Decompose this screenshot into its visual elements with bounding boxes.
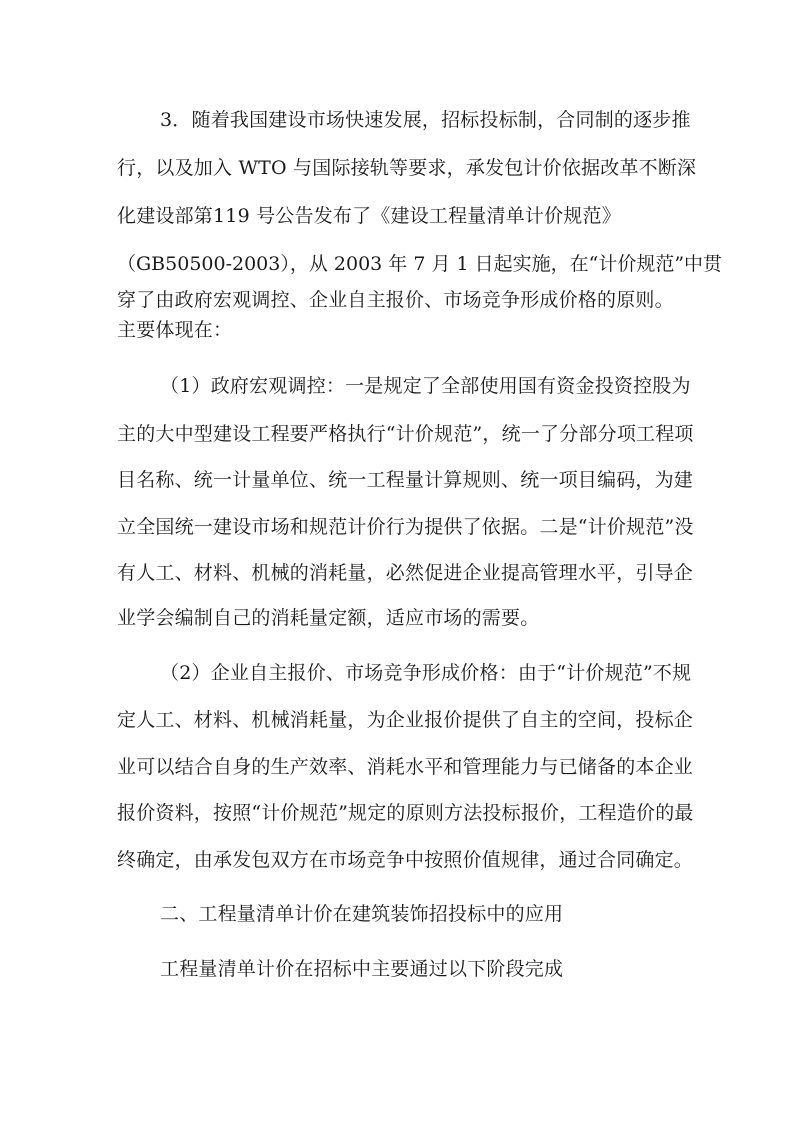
paragraph-gov-line-1: （1）政府宏观调控：一是规定了全部使用国有资金投资控股为 (160, 375, 691, 397)
paragraph-3-line-2: 行，以及加入 WTO 与国际接轨等要求，承发包计价依据改革不断深 (117, 157, 697, 179)
paragraph-3-line-4: （GB50500-2003），从 2003 年 7 月 1 日起实施，在“计价规范”中贯 (117, 253, 723, 275)
paragraph-3-line-6: 主要体现在： (117, 319, 233, 341)
paragraph-3-line-3: 化建设部第119 号公告发布了《建设工程量清单计价规范》 (117, 205, 621, 227)
paragraph-gov-line-5: 有人工、材料、机械的消耗量，必然促进企业提高管理水平，引导企 (117, 562, 694, 584)
paragraph-enterprise-line-1: （2）企业自主报价、市场竞争形成价格：由于“计价规范”不规 (160, 662, 692, 684)
paragraph-enterprise-line-2: 定人工、材料、机械消耗量，为企业报价提供了自主的空间，投标企 (117, 709, 694, 731)
paragraph-gov-line-2: 主的大中型建设工程要严格执行“计价规范”，统一了分部分项工程项 (117, 423, 694, 445)
section-heading: 二、工程量清单计价在建筑装饰招投标中的应用 (160, 903, 564, 925)
paragraph-gov-line-3: 目名称、统一计量单位、统一工程量计算规则、统一项目编码，为建 (117, 469, 694, 491)
paragraph-3-line-5: 穿了由政府宏观调控、企业自主报价、市场竞争形成价格的原则。 (117, 289, 674, 311)
paragraph-enterprise-line-4: 报价资料，按照“计价规范”规定的原则方法投标报价，工程造价的最 (117, 802, 694, 824)
paragraph-gov-line-6: 业学会编制自己的消耗量定额，适应市场的需要。 (117, 607, 540, 629)
intro-line: 工程量清单计价在招标中主要通过以下阶段完成 (160, 958, 564, 980)
paragraph-enterprise-line-5: 终确定，由承发包双方在市场竞争中按照价值规律，通过合同确定。 (117, 849, 694, 871)
paragraph-enterprise-line-3: 业可以结合自身的生产效率、消耗水平和管理能力与已储备的本企业 (117, 756, 694, 778)
paragraph-3-line-1: 3．随着我国建设市场快速发展，招标投标制，合同制的逐步推 (160, 109, 691, 131)
paragraph-gov-line-4: 立全国统一建设市场和规范计价行为提供了依据。二是“计价规范”没 (117, 516, 694, 538)
